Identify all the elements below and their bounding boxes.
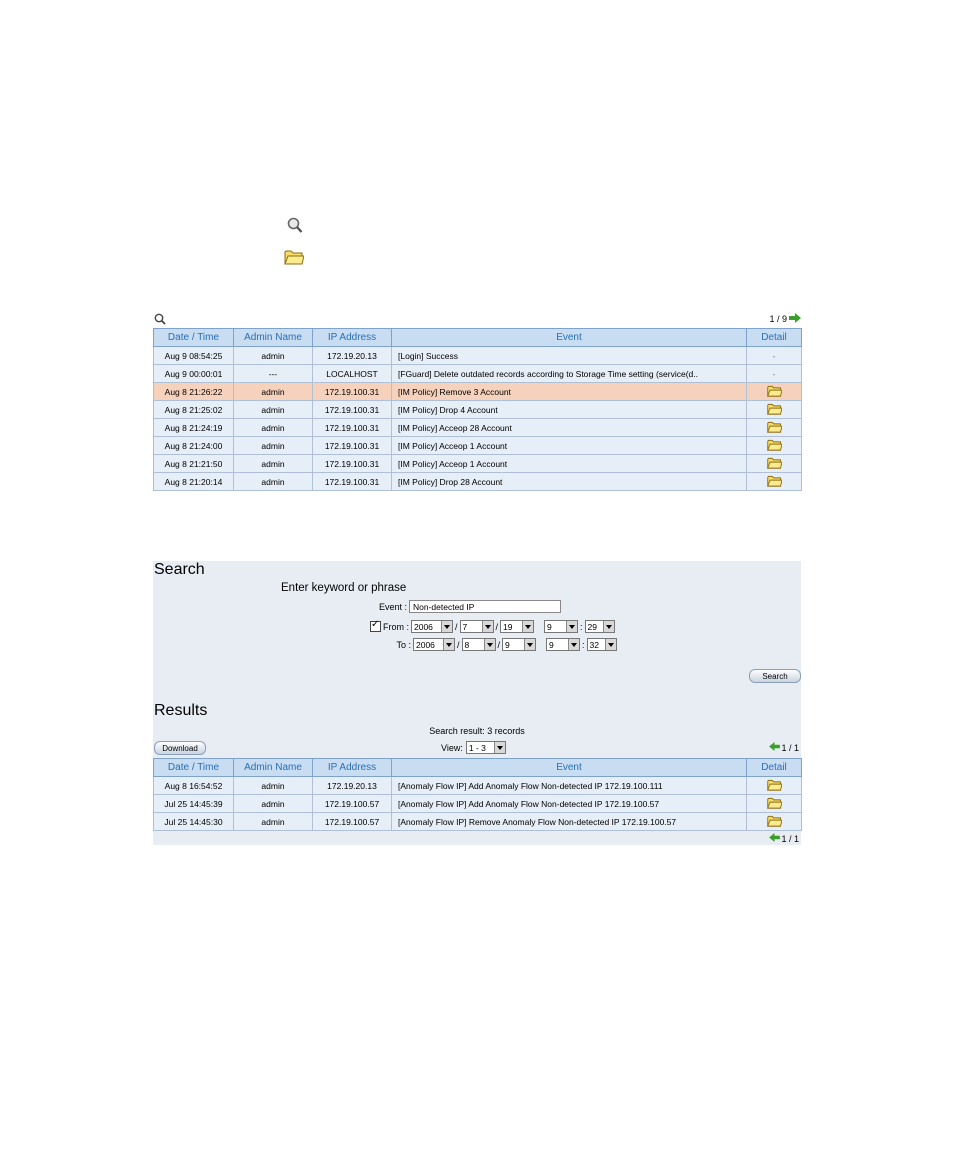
column-header[interactable]: Date / Time [154, 759, 234, 777]
admin-cell: admin [234, 795, 313, 813]
page-indicator: 1 / 9 [769, 314, 787, 324]
event-cell: [Login] Success [392, 347, 747, 365]
from-minute-select[interactable]: 29 [585, 620, 615, 633]
folder-icon[interactable] [767, 384, 782, 399]
ip-cell: 172.19.100.31 [313, 455, 392, 473]
column-header[interactable]: Event [392, 759, 747, 777]
column-header[interactable]: Detail [747, 759, 802, 777]
date-cell: Jul 25 14:45:39 [154, 795, 234, 813]
date-cell: Aug 8 21:24:19 [154, 419, 234, 437]
detail-cell [747, 795, 802, 813]
event-row [362, 600, 561, 613]
folder-icon[interactable] [767, 814, 782, 829]
detail-cell [747, 473, 802, 491]
admin-cell: admin [234, 383, 313, 401]
event-cell: [FGuard] Delete outdated records according to Storage Time setting (service(d.. [392, 365, 747, 383]
to-minute-select[interactable]: 32 [587, 638, 617, 651]
results-pagination-top [769, 742, 799, 753]
table-row[interactable] [154, 383, 802, 401]
admin-cell: admin [234, 347, 313, 365]
date-cell: Aug 8 21:25:02 [154, 401, 234, 419]
from-hour-select[interactable]: 9 [544, 620, 578, 633]
view-select[interactable]: 1 - 3 [466, 741, 506, 754]
column-header[interactable]: Admin Name [234, 329, 313, 347]
search-button[interactable]: Search [749, 669, 801, 683]
prev-page-arrow-icon[interactable] [769, 742, 780, 753]
pagination [769, 313, 801, 325]
search-title: Search [154, 561, 205, 578]
column-header[interactable]: Date / Time [154, 329, 234, 347]
event-cell: [IM Policy] Remove 3 Account [392, 383, 747, 401]
event-input[interactable] [409, 600, 561, 613]
folder-icon [284, 248, 304, 270]
to-label: To : [396, 639, 411, 650]
event-cell: [Anomaly Flow IP] Remove Anomaly Flow Non-detected IP 172.19.100.57 [392, 813, 747, 831]
table-row[interactable] [154, 437, 802, 455]
table-row[interactable] [154, 795, 802, 813]
folder-icon[interactable] [767, 778, 782, 793]
detail-text: - [772, 350, 776, 361]
view-row [441, 741, 506, 754]
result-count: Search result: 3 records [429, 726, 525, 736]
prev-page-arrow-icon[interactable] [769, 833, 780, 844]
date-cell: Aug 9 00:00:01 [154, 365, 234, 383]
detail-cell [747, 813, 802, 831]
folder-icon[interactable] [767, 796, 782, 811]
event-cell: [Anomaly Flow IP] Add Anomaly Flow Non-detected IP 172.19.100.111 [392, 777, 747, 795]
date-cell: Aug 8 21:20:14 [154, 473, 234, 491]
table-row[interactable] [154, 473, 802, 491]
event-label: Event : [378, 601, 407, 612]
from-day-select[interactable]: 19 [500, 620, 534, 633]
ip-cell: 172.19.100.31 [313, 437, 392, 455]
log-panel [153, 311, 801, 491]
results-table [153, 758, 802, 831]
ip-cell: LOCALHOST [313, 365, 392, 383]
detail-cell [747, 383, 802, 401]
admin-cell: admin [234, 437, 313, 455]
detail-cell [747, 777, 802, 795]
to-day-select[interactable]: 9 [502, 638, 536, 651]
ip-cell: 172.19.20.13 [313, 347, 392, 365]
from-month-select[interactable]: 7 [460, 620, 494, 633]
event-cell: [IM Policy] Drop 28 Account [392, 473, 747, 491]
date-cell: Jul 25 14:45:30 [154, 813, 234, 831]
ip-cell: 172.19.100.31 [313, 419, 392, 437]
admin-cell: admin [234, 401, 313, 419]
event-cell: [IM Policy] Acceop 1 Account [392, 437, 747, 455]
to-year-select[interactable]: 2006 [413, 638, 455, 651]
column-header[interactable]: Detail [747, 329, 802, 347]
table-row[interactable] [154, 347, 802, 365]
date-cell: Aug 8 21:26:22 [154, 383, 234, 401]
event-cell: [IM Policy] Acceop 28 Account [392, 419, 747, 437]
folder-icon[interactable] [767, 456, 782, 471]
to-month-select[interactable]: 8 [462, 638, 496, 651]
admin-cell: admin [234, 419, 313, 437]
results-pagination-bottom [769, 833, 799, 844]
date-cell: Aug 8 16:54:52 [154, 777, 234, 795]
admin-cell: admin [234, 455, 313, 473]
column-header[interactable]: IP Address [313, 759, 392, 777]
download-button[interactable]: Download [154, 741, 206, 755]
admin-cell: admin [234, 813, 313, 831]
from-year-select[interactable]: 2006 [411, 620, 453, 633]
event-cell: [IM Policy] Acceop 1 Account [392, 455, 747, 473]
from-label: From : [383, 621, 409, 632]
keyword-label: Enter keyword or phrase [281, 582, 407, 594]
detail-text: - [772, 368, 776, 379]
date-cell: Aug 9 08:54:25 [154, 347, 234, 365]
results-title: Results [154, 702, 208, 719]
column-header[interactable]: IP Address [313, 329, 392, 347]
table-row[interactable] [154, 419, 802, 437]
admin-cell: --- [234, 365, 313, 383]
admin-cell: admin [234, 473, 313, 491]
table-row[interactable] [154, 455, 802, 473]
ip-cell: 172.19.100.57 [313, 813, 392, 831]
ip-cell: 172.19.100.31 [313, 473, 392, 491]
ip-cell: 172.19.100.57 [313, 795, 392, 813]
ip-cell: 172.19.100.31 [313, 383, 392, 401]
date-cell: Aug 8 21:24:00 [154, 437, 234, 455]
folder-icon[interactable] [767, 438, 782, 453]
detail-cell [747, 455, 802, 473]
search-panel [153, 561, 801, 845]
ip-cell: 172.19.100.31 [313, 401, 392, 419]
from-checkbox[interactable] [370, 621, 381, 632]
to-row: To : 2006 / 8 / 9 9 : 32 [383, 638, 617, 651]
log-table [153, 328, 802, 491]
event-cell: [Anomaly Flow IP] Add Anomaly Flow Non-detected IP 172.19.100.57 [392, 795, 747, 813]
search-icon[interactable] [154, 312, 166, 330]
table-row[interactable] [154, 401, 802, 419]
admin-cell: admin [234, 777, 313, 795]
search-icon [287, 217, 303, 239]
detail-cell [747, 419, 802, 437]
from-row: ✓ From : 2006 / 7 / 19 9 : 29 [370, 620, 615, 633]
page-indicator: 1 / 1 [781, 833, 799, 844]
folder-icon[interactable] [767, 474, 782, 489]
folder-icon[interactable] [767, 420, 782, 435]
column-header[interactable]: Event [392, 329, 747, 347]
column-header[interactable]: Admin Name [234, 759, 313, 777]
page-indicator: 1 / 1 [781, 742, 799, 753]
table-row[interactable] [154, 777, 802, 795]
event-cell: [IM Policy] Drop 4 Account [392, 401, 747, 419]
folder-icon[interactable] [767, 402, 782, 417]
date-cell: Aug 8 21:21:50 [154, 455, 234, 473]
to-hour-select[interactable]: 9 [546, 638, 580, 651]
detail-cell [747, 401, 802, 419]
ip-cell: 172.19.20.13 [313, 777, 392, 795]
detail-cell [747, 437, 802, 455]
next-page-arrow-icon[interactable] [789, 313, 801, 325]
detail-cell [747, 347, 802, 365]
detail-cell [747, 365, 802, 383]
table-row[interactable] [154, 813, 802, 831]
table-row[interactable] [154, 365, 802, 383]
view-label: View: [441, 742, 463, 753]
